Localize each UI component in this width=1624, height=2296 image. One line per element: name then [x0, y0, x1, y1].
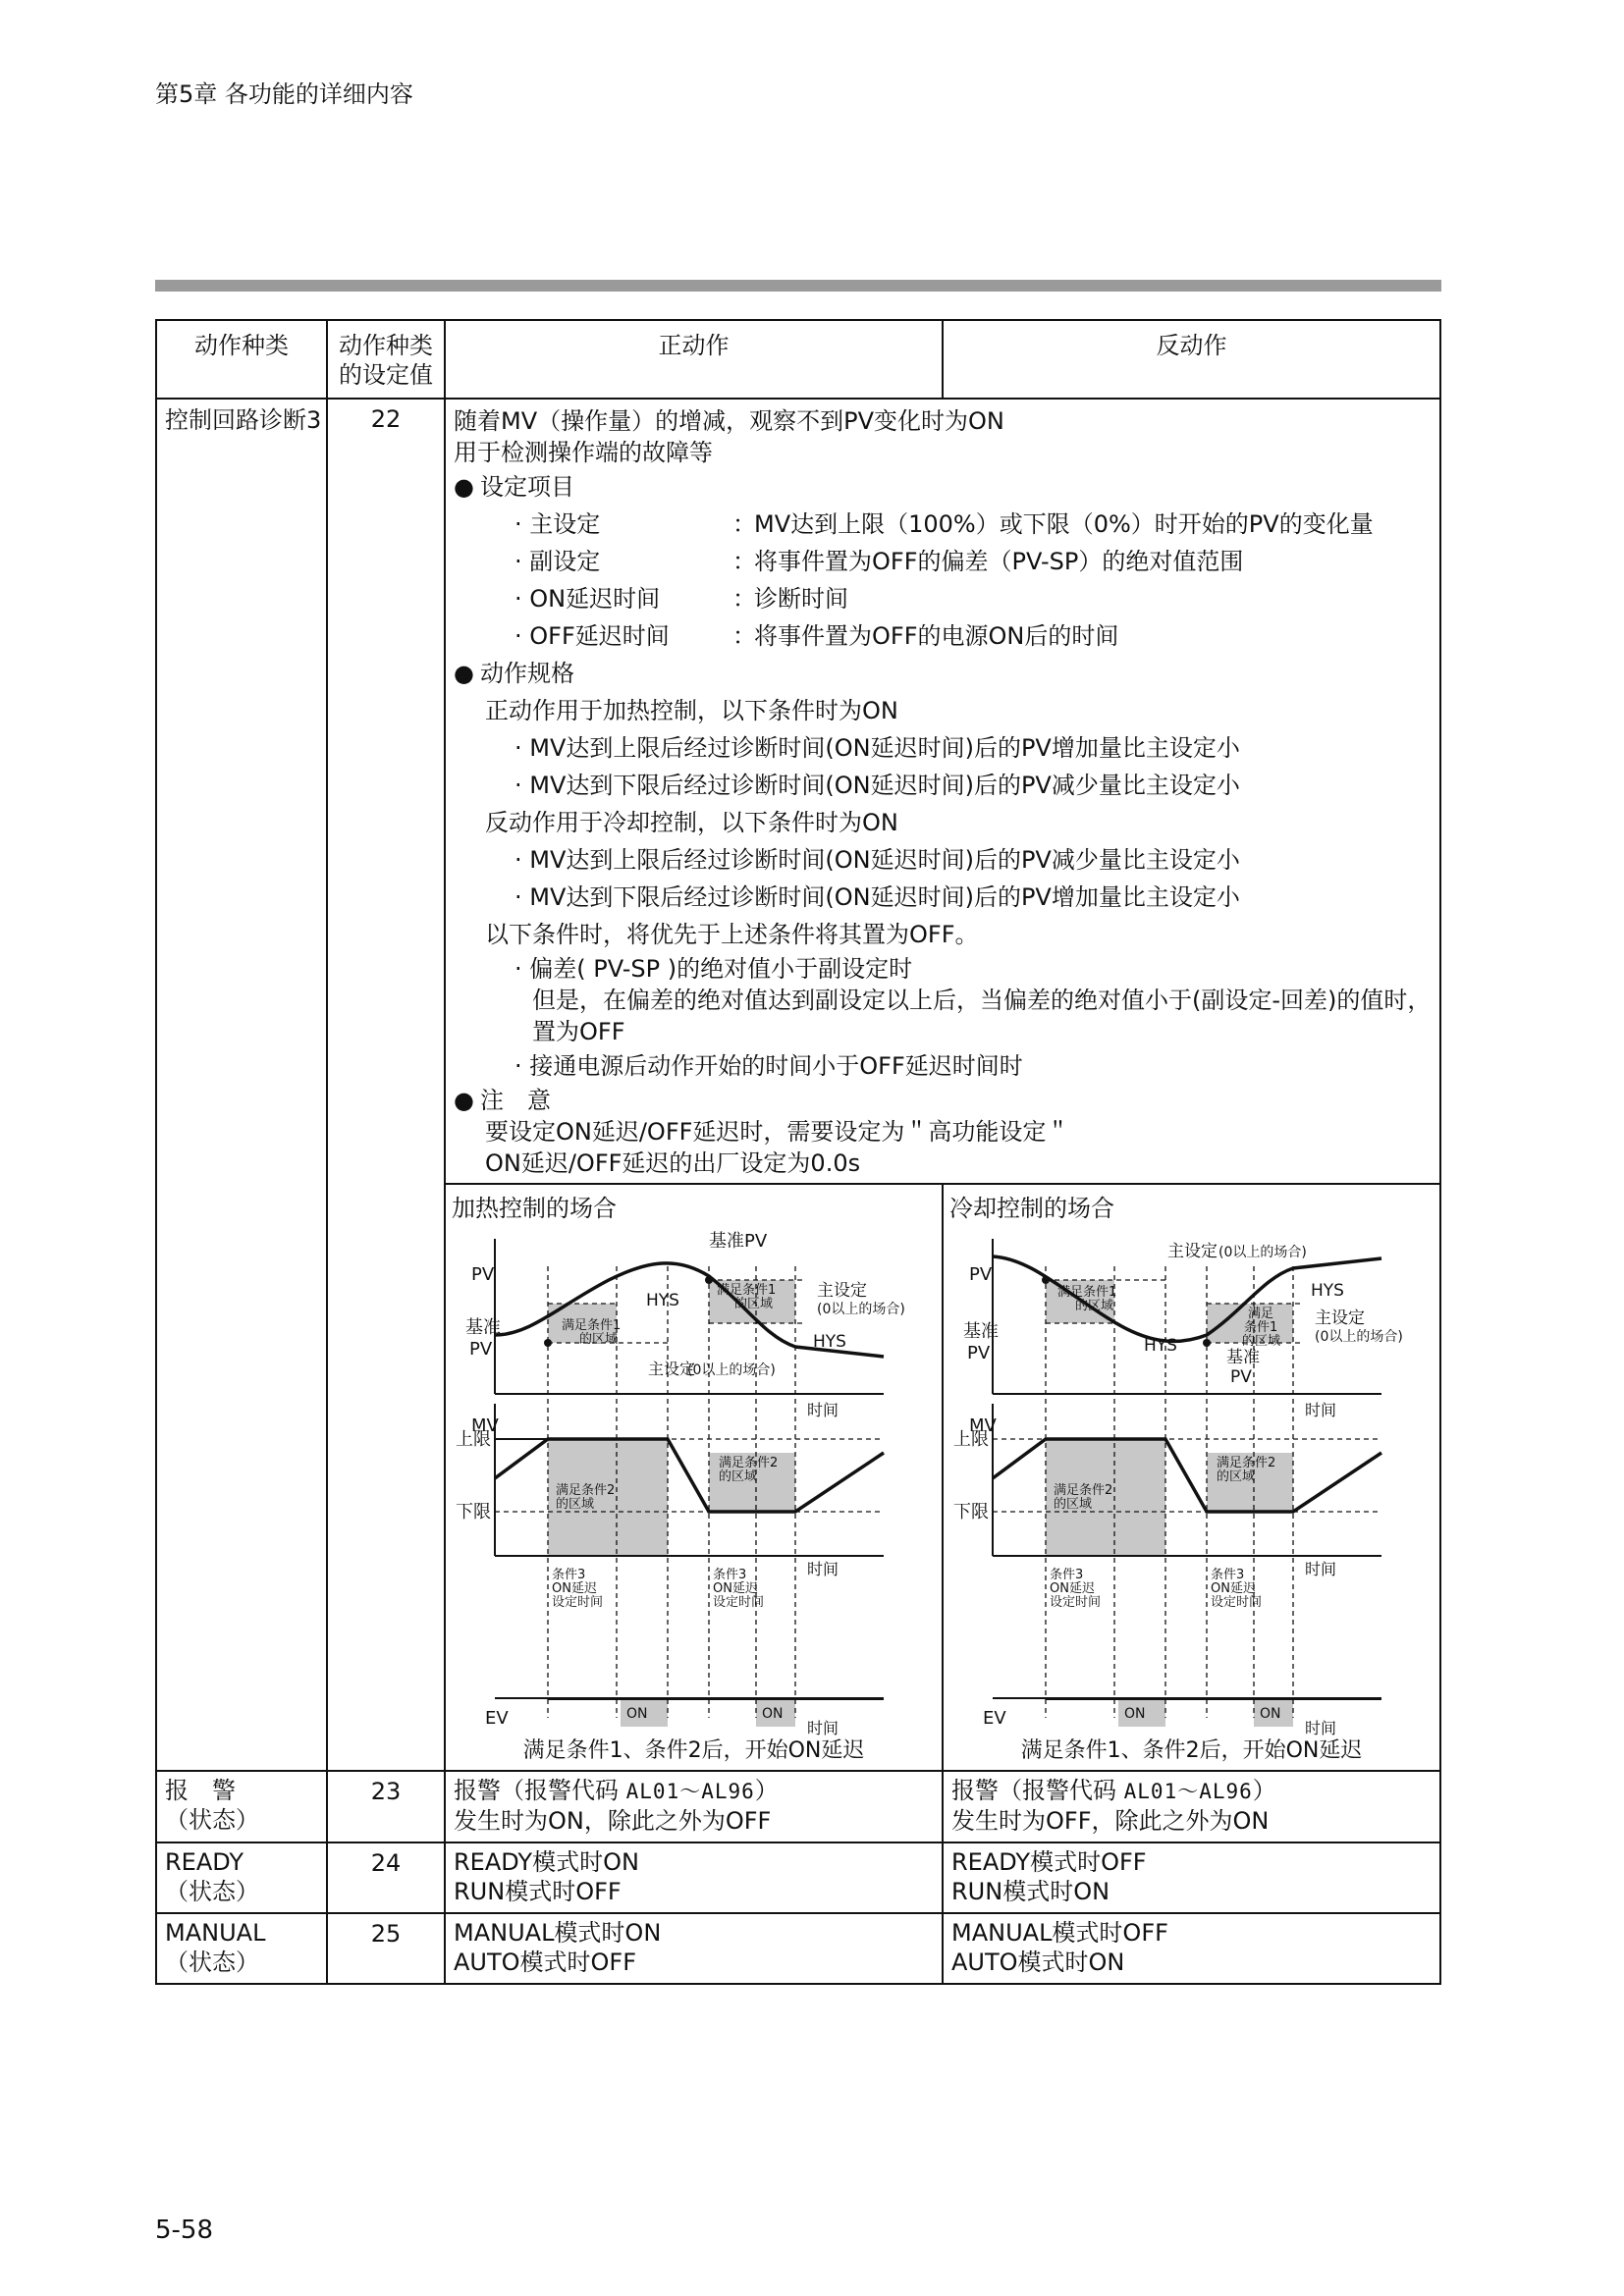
row-name [156, 1913, 327, 1984]
text: 报警（报警代码 [951, 1777, 1124, 1804]
desc-line: · MV达到下限后经过诊断时间(ON延迟时间)后的PV减少量比主设定小 [514, 772, 1240, 799]
kv-sep: ： [732, 548, 756, 575]
zone1-label-a: 满足条件1 [562, 1318, 622, 1333]
heating-caption: 满足条件1、条件2后，开始ON延迟 [522, 1738, 865, 1763]
kv-sep: ： [732, 622, 756, 650]
kv-sep: ： [732, 510, 756, 538]
diag-description [445, 399, 1440, 1184]
cond3-a-2: 条件3 [713, 1568, 747, 1582]
cond3-a-2: 条件3 [1211, 1568, 1245, 1582]
direct-line-2: RUN模式时OFF [454, 1878, 622, 1905]
lower-label: 下限 [456, 1502, 491, 1522]
alarm-code: AL01～AL96 [1123, 1780, 1253, 1803]
chapter-title: 第5章 各功能的详细内容 [155, 80, 413, 108]
reverse-cell [943, 1913, 1440, 1984]
reverse-line-2: RUN模式时ON [951, 1878, 1110, 1905]
desc-line: 随着MV（操作量）的增减，观察不到PV变化时为ON [454, 407, 1004, 435]
reverse-cell [943, 1771, 1440, 1842]
ev-label: EV [983, 1708, 1006, 1729]
header-reverse: 反动作 [943, 320, 1440, 399]
ref-label-3: 基准 [1226, 1348, 1260, 1367]
mv-label: MV [471, 1415, 499, 1436]
heating-diagram-cell [445, 1184, 943, 1771]
desc-line: 以下条件时，将优先于上述条件将其置为OFF。 [485, 921, 979, 948]
kv-sep: ： [732, 585, 756, 613]
heating-timing-diagram [452, 1227, 933, 1737]
hys-label: HYS [646, 1291, 679, 1310]
text: 报警（报警代码 [454, 1777, 626, 1804]
zone2-label-b: 的区域 [1054, 1497, 1093, 1512]
kv-value: 诊断时间 [754, 585, 848, 613]
row-name: 控制回路诊断3 [156, 399, 327, 1771]
reverse-line-1: READY模式时OFF [951, 1848, 1147, 1876]
kv-value: 将事件置为OFF的偏差（PV-SP）的绝对值范围 [754, 548, 1244, 575]
cond3-a: 条件3 [1050, 1568, 1084, 1582]
cond3-b: ON延迟 [552, 1581, 597, 1596]
cooling-title: 冷却控制的场合 [949, 1195, 1114, 1222]
table-row-manual [156, 1913, 1440, 1984]
header-setting-value: 动作种类的设定值 [327, 320, 445, 399]
row-name-1: 报 警 [165, 1777, 236, 1804]
on-label: ON [1124, 1706, 1146, 1722]
direct-cell [445, 1771, 943, 1842]
desc-line: · MV达到上限后经过诊断时间(ON延迟时间)后的PV增加量比主设定小 [514, 734, 1240, 762]
section-set-items: ● 设定项目 [454, 468, 1432, 506]
pv-label: PV [471, 1264, 495, 1285]
cond3-b-2: ON延迟 [1211, 1581, 1256, 1596]
cond3-a: 条件3 [552, 1568, 586, 1582]
text: ） [1252, 1777, 1276, 1804]
cond3-c-2: 设定时间 [1211, 1595, 1263, 1610]
main-set-note: (0以上的场合) [1218, 1245, 1307, 1260]
heating-title: 加热控制的场合 [452, 1195, 617, 1222]
section-spec: ● 动作规格 [454, 655, 1432, 692]
cooling-diagram-cell [943, 1184, 1440, 1771]
hys-label-2: HYS [1144, 1336, 1177, 1356]
cond3-c: 设定时间 [552, 1595, 604, 1610]
cooling-caption: 满足条件1、条件2后，开始ON延迟 [1020, 1738, 1363, 1763]
header-rule [155, 280, 1441, 292]
pv-label: PV [969, 1264, 993, 1285]
kv-key: · OFF延迟时间 [514, 622, 670, 650]
table-row-ready [156, 1842, 1440, 1913]
reverse-line-1: MANUAL模式时OFF [951, 1919, 1168, 1947]
desc-line: · 偏差( PV-SP )的绝对值小于副设定时 [514, 955, 913, 983]
zone1-v2: 条件1 [1244, 1320, 1278, 1335]
kv-item [454, 580, 1432, 617]
row-name [156, 1771, 327, 1842]
row-name [156, 1842, 327, 1913]
main-set-label: 主设定 [817, 1281, 867, 1301]
cond3-c: 设定时间 [1050, 1595, 1102, 1610]
table-row-alarm [156, 1771, 1440, 1842]
on-label: ON [626, 1706, 648, 1722]
alarm-code: AL01～AL96 [625, 1780, 755, 1803]
kv-item [454, 543, 1432, 580]
ref-label: 基准 [963, 1321, 999, 1342]
reverse-line-1 [951, 1776, 1432, 1806]
upper-label: 上限 [953, 1429, 989, 1450]
zone1-v1: 满足 [1248, 1307, 1274, 1321]
zone1-label-b: 的区域 [579, 1332, 619, 1347]
cooling-timing-diagram [949, 1227, 1431, 1737]
row-value: 23 [327, 1771, 445, 1842]
zone2-label-b: 的区域 [719, 1469, 758, 1484]
text: ） [754, 1777, 779, 1804]
ref-label-4: PV [1230, 1367, 1252, 1387]
main-set-label: 主设定 [1167, 1242, 1218, 1261]
zone1-label-a: 满足条件1 [717, 1283, 777, 1298]
desc-line: · MV达到上限后经过诊断时间(ON延迟时间)后的PV减少量比主设定小 [514, 846, 1240, 874]
direct-line-1: MANUAL模式时ON [454, 1919, 662, 1947]
table-header-row [156, 320, 1440, 399]
zone1-v3: 的区域 [1242, 1334, 1281, 1349]
lower-label: 下限 [953, 1502, 989, 1522]
direct-line-1: READY模式时ON [454, 1848, 639, 1876]
row-name-1: MANUAL [165, 1919, 266, 1947]
zone2-label-b: 的区域 [1217, 1469, 1256, 1484]
reverse-cell [943, 1842, 1440, 1913]
main-set-label-2: 主设定 [648, 1360, 696, 1378]
on-label-2: ON [762, 1706, 784, 1722]
table-row-diag3 [156, 399, 1440, 1184]
row-value: 22 [327, 399, 445, 1771]
kv-key: · 主设定 [514, 510, 601, 538]
desc-line: 要设定ON延迟/OFF延迟时，需要设定为＂高功能设定＂ [485, 1118, 1070, 1146]
zone1-label-b: 的区域 [734, 1297, 774, 1311]
row-name-1: READY [165, 1848, 244, 1876]
main-set-note-2: (0以上的场合) [687, 1362, 776, 1378]
desc-line: 但是，在偏差的绝对值达到副设定以上后，当偏差的绝对值小于(副设定-回差)的值时，置为OFF [532, 987, 1432, 1045]
kv-value: 将事件置为OFF的电源ON后的时间 [754, 622, 1119, 650]
ref-label: 基准 [465, 1317, 501, 1338]
cond3-c-2: 设定时间 [713, 1595, 765, 1610]
ref-label-2: PV [967, 1343, 991, 1363]
direct-cell [445, 1913, 943, 1984]
kv-item [454, 506, 1432, 543]
row-name-2: （状态） [165, 1806, 259, 1834]
cond3-b: ON延迟 [1050, 1581, 1095, 1596]
direct-line-2: AUTO模式时OFF [454, 1949, 637, 1976]
main-set-note: (0以上的场合) [817, 1302, 905, 1317]
time-label-3: 时间 [1305, 1719, 1337, 1737]
page-number: 5-58 [155, 2216, 214, 2245]
row-value: 25 [327, 1913, 445, 1984]
header-kind: 动作种类 [156, 320, 327, 399]
direct-line-1 [454, 1776, 934, 1806]
time-label: 时间 [807, 1401, 839, 1419]
zone2-label-a: 满足条件2 [556, 1483, 616, 1498]
hys-label-2: HYS [813, 1332, 846, 1352]
main-set-note-2: (0以上的场合) [1315, 1329, 1403, 1345]
row-name-2: （状态） [165, 1878, 259, 1905]
ev-label: EV [485, 1708, 509, 1729]
on-label-2: ON [1260, 1706, 1281, 1722]
desc-line: · 接通电源后动作开始的时间小于OFF延迟时间时 [514, 1052, 1023, 1080]
direct-line-2: 发生时为ON，除此之外为OFF [454, 1807, 772, 1835]
desc-line: 用于检测操作端的故障等 [454, 439, 713, 466]
ref-label-2: PV [469, 1339, 493, 1360]
time-label: 时间 [1305, 1401, 1337, 1419]
direct-cell [445, 1842, 943, 1913]
row-value: 24 [327, 1842, 445, 1913]
zone2-label-b: 的区域 [556, 1497, 595, 1512]
desc-line: 反动作用于冷却控制，以下条件时为ON [485, 809, 898, 836]
kv-key: · ON延迟时间 [514, 585, 661, 613]
zone2-label-a: 满足条件2 [1217, 1456, 1276, 1470]
main-set-label-2: 主设定 [1315, 1308, 1365, 1328]
desc-line: ON延迟/OFF延迟的出厂设定为0.0s [485, 1149, 861, 1177]
kv-item [454, 617, 1432, 655]
kv-value: MV达到上限（100%）或下限（0%）时开始的PV的变化量 [754, 510, 1374, 538]
zone2-label-a: 满足条件2 [719, 1456, 779, 1470]
event-type-table [155, 319, 1441, 1985]
kv-key: · 副设定 [514, 548, 601, 575]
hys-label: HYS [1311, 1281, 1344, 1301]
cond3-b-2: ON延迟 [713, 1581, 758, 1596]
header-direct: 正动作 [445, 320, 943, 399]
time-label-2: 时间 [807, 1560, 839, 1578]
desc-line: · MV达到下限后经过诊断时间(ON延迟时间)后的PV增加量比主设定小 [514, 883, 1240, 911]
zone2-label-a: 满足条件2 [1054, 1483, 1113, 1498]
section-note: ● 注 意 [454, 1085, 1432, 1116]
reverse-line-2: 发生时为OFF，除此之外为ON [951, 1807, 1270, 1835]
zone1-label-b: 的区域 [1075, 1299, 1114, 1313]
zone1-label-a: 满足条件1 [1057, 1285, 1117, 1300]
desc-line: 正动作用于加热控制，以下条件时为ON [485, 697, 898, 724]
row-name-2: （状态） [165, 1949, 259, 1976]
time-label-2: 时间 [1305, 1560, 1337, 1578]
reverse-line-2: AUTO模式时ON [951, 1949, 1125, 1976]
time-label-3: 时间 [807, 1719, 839, 1737]
upper-label: 上限 [456, 1429, 491, 1450]
mv-label: MV [969, 1415, 997, 1436]
ref-pv-label: 基准PV [709, 1231, 768, 1252]
